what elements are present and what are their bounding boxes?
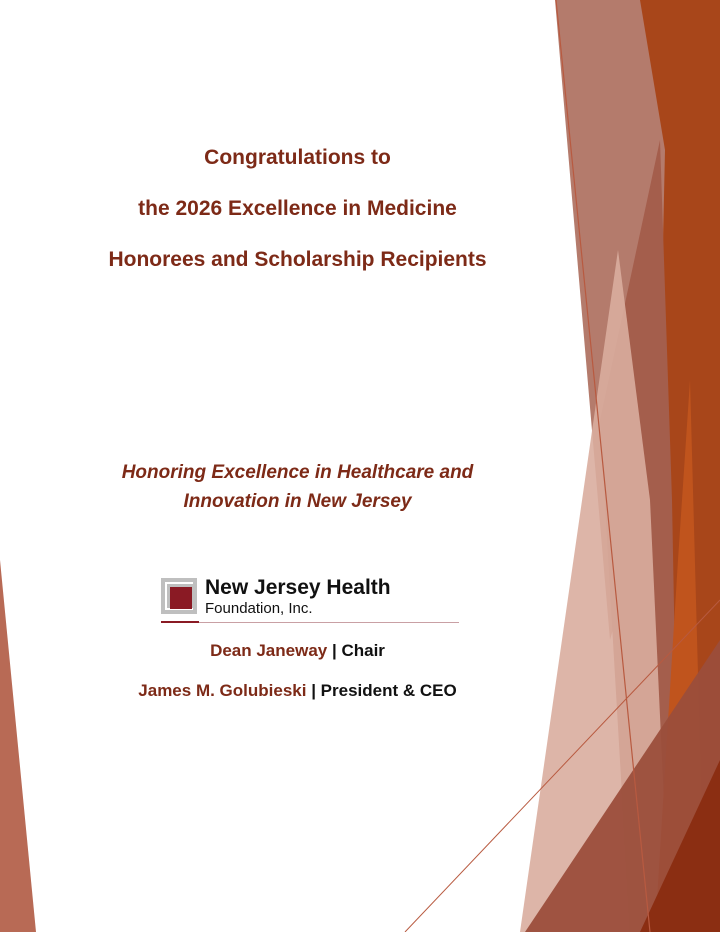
- title-line-3: Honorees and Scholarship Recipients: [108, 248, 487, 271]
- subtitle-line-2: Innovation in New Jersey: [183, 491, 412, 512]
- person-role: | President & CEO: [311, 681, 457, 700]
- foundation-logo: [161, 576, 459, 628]
- logo-name: New Jersey Health: [205, 576, 391, 599]
- logo-mark-icon: [161, 578, 197, 614]
- logo-divider-accent: [161, 621, 199, 623]
- title-line-2: the 2026 Excellence in Medicine: [138, 197, 457, 220]
- logo-subtitle: Foundation, Inc.: [205, 600, 313, 617]
- logo-divider: [161, 622, 459, 623]
- person-chair: [0, 641, 595, 661]
- person-name: James M. Golubieski: [138, 681, 307, 700]
- person-name: Dean Janeway: [210, 641, 328, 660]
- person-role: | Chair: [331, 641, 385, 660]
- title-line-1: Congratulations to: [204, 146, 391, 169]
- subtitle-line-1: Honoring Excellence in Healthcare and: [121, 462, 474, 483]
- left-edge-shape: [0, 560, 36, 932]
- person-president: [0, 681, 595, 701]
